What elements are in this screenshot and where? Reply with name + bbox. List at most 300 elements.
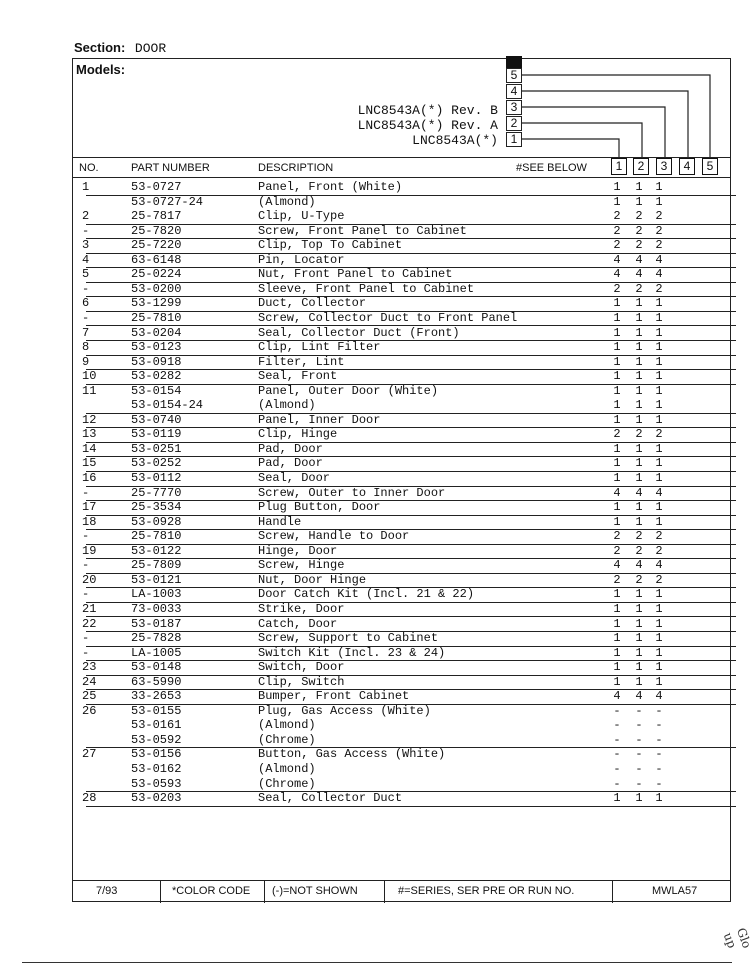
row-divider bbox=[86, 806, 736, 807]
row-part-number: 33-2653 bbox=[131, 689, 182, 704]
row-qty-3: 1 bbox=[655, 412, 663, 427]
row-qty-1: 2 bbox=[613, 427, 621, 442]
table-row bbox=[72, 617, 731, 632]
row-qty-3: 2 bbox=[655, 572, 663, 587]
row-qty-2: 2 bbox=[635, 572, 643, 587]
row-description: Seal, Front bbox=[258, 369, 338, 384]
row-qty-3: - bbox=[655, 747, 663, 762]
footer bbox=[72, 880, 731, 903]
table-row bbox=[72, 587, 731, 602]
footer-series-note: #=SERIES, SER PRE OR RUN NO. bbox=[398, 885, 575, 897]
row-qty-3: 1 bbox=[655, 310, 663, 325]
row-qty-3: 4 bbox=[655, 558, 663, 573]
row-part-number: 63-5990 bbox=[131, 674, 182, 689]
row-qty-2: - bbox=[635, 776, 643, 791]
row-description: Plug, Gas Access (White) bbox=[258, 703, 431, 718]
row-part-number: 53-0204 bbox=[131, 325, 182, 340]
table-row bbox=[72, 573, 731, 588]
row-qty-3: 1 bbox=[655, 398, 663, 413]
row-number: 12 bbox=[82, 412, 97, 427]
row-qty-3: 2 bbox=[655, 223, 663, 238]
row-description: Seal, Collector Duct (Front) bbox=[258, 325, 460, 340]
row-number: 18 bbox=[82, 514, 97, 529]
row-description: Screw, Hinge bbox=[258, 558, 345, 573]
row-qty-2: 2 bbox=[635, 281, 643, 296]
row-number: - bbox=[82, 223, 90, 238]
row-description: Panel, Inner Door bbox=[258, 412, 381, 427]
row-qty-2: 4 bbox=[635, 485, 643, 500]
table-row bbox=[72, 413, 731, 428]
model-line-rev-a: LNC8543A(*) Rev. A bbox=[357, 118, 498, 133]
row-description: Screw, Outer to Inner Door bbox=[258, 485, 446, 500]
row-qty-3: 1 bbox=[655, 194, 663, 209]
row-number: - bbox=[82, 281, 90, 296]
row-number: 23 bbox=[82, 660, 97, 675]
row-qty-2: 4 bbox=[635, 252, 643, 267]
row-qty-3: 2 bbox=[655, 543, 663, 558]
handwritten-signature: Glo up bbox=[720, 925, 755, 951]
row-number: 5 bbox=[82, 267, 90, 282]
row-description: Clip, Hinge bbox=[258, 427, 338, 442]
row-qty-1: 2 bbox=[613, 238, 621, 253]
table-row bbox=[72, 500, 731, 515]
row-qty-1: 2 bbox=[613, 223, 621, 238]
models-label: Models: bbox=[76, 62, 126, 77]
row-qty-2: 1 bbox=[635, 660, 643, 675]
row-qty-3: 1 bbox=[655, 674, 663, 689]
header-col-5: 5 bbox=[702, 158, 718, 175]
table-row bbox=[72, 471, 731, 486]
row-description: Plug Button, Door bbox=[258, 500, 381, 515]
row-qty-1: 1 bbox=[613, 514, 621, 529]
row-description: Screw, Collector Duct to Front Panel bbox=[258, 310, 518, 325]
row-description: Strike, Door bbox=[258, 601, 345, 616]
row-qty-3: 1 bbox=[655, 514, 663, 529]
series-ladder-5: 5 bbox=[506, 68, 522, 83]
table-row bbox=[72, 675, 731, 690]
row-qty-1: - bbox=[613, 776, 621, 791]
row-qty-3: 1 bbox=[655, 180, 663, 194]
row-qty-1: 1 bbox=[613, 180, 621, 194]
row-qty-3: 4 bbox=[655, 267, 663, 282]
row-description: (Almond) bbox=[258, 718, 316, 733]
row-qty-3: - bbox=[655, 718, 663, 733]
header-bottom-rule bbox=[72, 177, 731, 178]
row-qty-3: 1 bbox=[655, 383, 663, 398]
row-part-number: 25-3534 bbox=[131, 500, 182, 515]
row-qty-1: 1 bbox=[613, 383, 621, 398]
row-part-number: 53-0252 bbox=[131, 456, 182, 471]
row-description: Panel, Front (White) bbox=[258, 180, 403, 194]
row-part-number: 53-0156 bbox=[131, 747, 182, 762]
row-part-number: 25-7809 bbox=[131, 558, 182, 573]
row-number: 9 bbox=[82, 354, 90, 369]
row-description: Clip, Lint Filter bbox=[258, 340, 381, 355]
row-part-number: 53-0112 bbox=[131, 471, 182, 485]
row-qty-2: 4 bbox=[635, 689, 643, 704]
row-description: Sleeve, Front Panel to Cabinet bbox=[258, 281, 475, 296]
row-qty-2: 1 bbox=[635, 180, 643, 194]
row-qty-1: 1 bbox=[613, 645, 621, 660]
row-description: Panel, Outer Door (White) bbox=[258, 383, 439, 398]
footer-not-shown: (-)=NOT SHOWN bbox=[272, 885, 358, 897]
row-description: Seal, Collector Duct bbox=[258, 791, 403, 806]
table-row bbox=[72, 296, 731, 311]
row-qty-1: 1 bbox=[613, 500, 621, 515]
row-qty-3: 4 bbox=[655, 689, 663, 704]
row-description: Switch Kit (Incl. 23 & 24) bbox=[258, 645, 446, 660]
table-row bbox=[72, 326, 731, 341]
row-qty-1: 2 bbox=[613, 572, 621, 587]
row-part-number: 25-7828 bbox=[131, 631, 182, 646]
row-qty-2: 1 bbox=[635, 194, 643, 209]
row-qty-2: 1 bbox=[635, 674, 643, 689]
row-description: Clip, Switch bbox=[258, 674, 345, 689]
row-qty-3: 1 bbox=[655, 660, 663, 675]
table-row bbox=[72, 267, 731, 282]
row-part-number: 53-0282 bbox=[131, 369, 182, 384]
row-description: Hinge, Door bbox=[258, 543, 338, 558]
row-part-number: 53-0154 bbox=[131, 383, 182, 398]
row-qty-3: 1 bbox=[655, 441, 663, 456]
footer-divider-4 bbox=[612, 881, 613, 903]
row-part-number: 53-0918 bbox=[131, 354, 182, 369]
row-qty-1: 1 bbox=[613, 601, 621, 616]
table-row bbox=[72, 689, 731, 704]
table-row bbox=[72, 209, 731, 224]
row-qty-1: 1 bbox=[613, 660, 621, 675]
row-qty-1: 1 bbox=[613, 310, 621, 325]
row-number: 24 bbox=[82, 674, 97, 689]
model-line-base: LNC8543A(*) bbox=[412, 133, 498, 148]
row-qty-2: 1 bbox=[635, 616, 643, 631]
row-number: 15 bbox=[82, 456, 97, 471]
row-qty-1: - bbox=[613, 718, 621, 733]
row-qty-2: 1 bbox=[635, 514, 643, 529]
row-qty-2: 1 bbox=[635, 369, 643, 384]
header-see-below: #SEE BELOW bbox=[516, 162, 587, 174]
footer-code: MWLA57 bbox=[652, 885, 698, 897]
row-part-number: 25-7810 bbox=[131, 310, 182, 325]
row-number: 27 bbox=[82, 747, 97, 762]
model-line-rev-b: LNC8543A(*) Rev. B bbox=[357, 103, 498, 118]
row-number: 28 bbox=[82, 791, 97, 806]
table-row bbox=[72, 733, 731, 748]
header-col-1: 1 bbox=[611, 158, 627, 175]
row-qty-2: 4 bbox=[635, 558, 643, 573]
row-part-number: 25-7770 bbox=[131, 485, 182, 500]
table-row bbox=[72, 791, 731, 806]
row-description: Switch, Door bbox=[258, 660, 345, 675]
row-part-number: 53-0161 bbox=[131, 718, 182, 733]
row-qty-3: 1 bbox=[655, 456, 663, 471]
row-part-number: 53-0162 bbox=[131, 762, 182, 776]
row-part-number: 53-0122 bbox=[131, 543, 182, 558]
row-qty-2: 2 bbox=[635, 543, 643, 558]
row-part-number: 53-0123 bbox=[131, 340, 182, 355]
row-qty-2: 1 bbox=[635, 456, 643, 471]
row-qty-1: 1 bbox=[613, 340, 621, 355]
row-part-number: 53-0203 bbox=[131, 791, 182, 806]
row-qty-1: 1 bbox=[613, 674, 621, 689]
row-qty-2: 1 bbox=[635, 383, 643, 398]
row-description: Filter, Lint bbox=[258, 354, 345, 369]
row-qty-3: 2 bbox=[655, 209, 663, 224]
row-number: 16 bbox=[82, 471, 97, 485]
row-number: - bbox=[82, 587, 90, 602]
row-number: 10 bbox=[82, 369, 97, 384]
row-number: 3 bbox=[82, 238, 90, 253]
row-description: Pad, Door bbox=[258, 441, 323, 456]
row-qty-3: 1 bbox=[655, 616, 663, 631]
table-row bbox=[72, 704, 731, 719]
row-part-number: 53-0928 bbox=[131, 514, 182, 529]
row-number: 14 bbox=[82, 441, 97, 456]
row-part-number: 25-0224 bbox=[131, 267, 182, 282]
table-row bbox=[72, 602, 731, 617]
row-qty-3: 4 bbox=[655, 485, 663, 500]
row-number: 25 bbox=[82, 689, 97, 704]
footer-date: 7/93 bbox=[96, 885, 118, 897]
row-part-number: 25-7817 bbox=[131, 209, 182, 224]
row-description: (Almond) bbox=[258, 398, 316, 413]
row-qty-3: 2 bbox=[655, 529, 663, 544]
row-number: 2 bbox=[82, 209, 90, 224]
row-part-number: 53-0727-24 bbox=[131, 194, 204, 209]
row-qty-1: - bbox=[613, 762, 621, 776]
row-qty-2: 1 bbox=[635, 645, 643, 660]
row-qty-2: 2 bbox=[635, 209, 643, 224]
row-description: Screw, Front Panel to Cabinet bbox=[258, 223, 467, 238]
table-row bbox=[72, 224, 731, 239]
table-row bbox=[72, 340, 731, 355]
table-row bbox=[72, 180, 731, 195]
row-qty-1: - bbox=[613, 732, 621, 747]
row-qty-1: 4 bbox=[613, 267, 621, 282]
row-qty-3: 1 bbox=[655, 631, 663, 646]
row-qty-1: 1 bbox=[613, 194, 621, 209]
table-row bbox=[72, 253, 731, 268]
row-qty-3: - bbox=[655, 703, 663, 718]
row-description: Pin, Locator bbox=[258, 252, 345, 267]
row-description: Nut, Door Hinge bbox=[258, 572, 367, 587]
row-part-number: 53-0119 bbox=[131, 427, 182, 442]
row-qty-3: 2 bbox=[655, 427, 663, 442]
row-number: - bbox=[82, 631, 90, 646]
row-qty-1: - bbox=[613, 703, 621, 718]
row-qty-1: 1 bbox=[613, 587, 621, 602]
table-row bbox=[72, 427, 731, 442]
row-qty-2: 1 bbox=[635, 340, 643, 355]
row-qty-1: 1 bbox=[613, 369, 621, 384]
row-qty-2: 1 bbox=[635, 471, 643, 485]
table-row bbox=[72, 718, 731, 733]
row-description: (Almond) bbox=[258, 194, 316, 209]
section-value: DOOR bbox=[134, 41, 167, 56]
row-qty-2: - bbox=[635, 747, 643, 762]
row-qty-2: 1 bbox=[635, 631, 643, 646]
table-row bbox=[72, 660, 731, 675]
series-connector-lines bbox=[0, 0, 750, 180]
row-qty-3: 4 bbox=[655, 252, 663, 267]
row-qty-3: 1 bbox=[655, 500, 663, 515]
row-qty-2: 1 bbox=[635, 398, 643, 413]
page-bottom-rule bbox=[22, 962, 732, 963]
table-row bbox=[72, 456, 731, 471]
series-ladder-2: 2 bbox=[506, 116, 522, 131]
row-description: Clip, U-Type bbox=[258, 209, 345, 224]
row-qty-3: 1 bbox=[655, 354, 663, 369]
row-qty-3: 1 bbox=[655, 791, 663, 806]
row-qty-2: 4 bbox=[635, 267, 643, 282]
row-number: - bbox=[82, 485, 90, 500]
series-ladder-1: 1 bbox=[506, 132, 522, 147]
row-number: 4 bbox=[82, 252, 90, 267]
table-row bbox=[72, 384, 731, 399]
row-qty-1: 1 bbox=[613, 354, 621, 369]
header-part-number: PART NUMBER bbox=[131, 162, 210, 174]
table-row bbox=[72, 544, 731, 559]
row-part-number: 53-0155 bbox=[131, 703, 182, 718]
row-qty-3: - bbox=[655, 776, 663, 791]
row-qty-3: 1 bbox=[655, 587, 663, 602]
row-part-number: LA-1005 bbox=[131, 645, 182, 660]
row-description: (Chrome) bbox=[258, 776, 316, 791]
table-row bbox=[72, 442, 731, 457]
row-description: (Almond) bbox=[258, 762, 316, 776]
row-description: Handle bbox=[258, 514, 302, 529]
row-qty-2: 1 bbox=[635, 601, 643, 616]
row-description: (Chrome) bbox=[258, 732, 316, 747]
table-row bbox=[72, 238, 731, 253]
row-part-number: 73-0033 bbox=[131, 601, 182, 616]
row-part-number: 53-0154-24 bbox=[131, 398, 204, 413]
row-number: 1 bbox=[82, 180, 90, 194]
table-row bbox=[72, 777, 731, 792]
row-qty-1: 1 bbox=[613, 471, 621, 485]
row-qty-1: 1 bbox=[613, 441, 621, 456]
footer-divider-3 bbox=[384, 881, 385, 903]
row-qty-3: 1 bbox=[655, 601, 663, 616]
series-ladder-4: 4 bbox=[506, 84, 522, 99]
table-row bbox=[72, 762, 731, 777]
table-row bbox=[72, 398, 731, 413]
row-qty-1: 1 bbox=[613, 325, 621, 340]
row-part-number: 53-0200 bbox=[131, 281, 182, 296]
row-qty-1: 2 bbox=[613, 543, 621, 558]
row-number: - bbox=[82, 310, 90, 325]
table-row bbox=[72, 311, 731, 326]
row-number: 19 bbox=[82, 543, 97, 558]
row-qty-3: 1 bbox=[655, 369, 663, 384]
row-qty-2: 1 bbox=[635, 587, 643, 602]
row-description: Bumper, Front Cabinet bbox=[258, 689, 410, 704]
footer-divider-1 bbox=[160, 881, 161, 903]
header-col-4: 4 bbox=[679, 158, 695, 175]
row-description: Clip, Top To Cabinet bbox=[258, 238, 403, 253]
row-part-number: 53-1299 bbox=[131, 296, 182, 311]
row-qty-3: 2 bbox=[655, 281, 663, 296]
row-qty-1: 2 bbox=[613, 281, 621, 296]
row-qty-1: 4 bbox=[613, 689, 621, 704]
row-description: Screw, Support to Cabinet bbox=[258, 631, 439, 646]
row-part-number: 53-0251 bbox=[131, 441, 182, 456]
row-part-number: 53-0727 bbox=[131, 180, 182, 194]
row-number: 13 bbox=[82, 427, 97, 442]
row-qty-2: 1 bbox=[635, 354, 643, 369]
row-qty-1: - bbox=[613, 747, 621, 762]
row-number: 11 bbox=[82, 383, 97, 398]
header-col-2: 2 bbox=[633, 158, 649, 175]
row-part-number: 63-6148 bbox=[131, 252, 182, 267]
header-description: DESCRIPTION bbox=[258, 162, 334, 174]
series-ladder-3: 3 bbox=[506, 100, 522, 115]
table-row bbox=[72, 646, 731, 661]
row-qty-2: 1 bbox=[635, 296, 643, 311]
row-qty-1: 4 bbox=[613, 558, 621, 573]
row-qty-2: - bbox=[635, 762, 643, 776]
row-qty-2: 1 bbox=[635, 412, 643, 427]
row-description: Pad, Door bbox=[258, 456, 323, 471]
row-qty-3: - bbox=[655, 762, 663, 776]
row-description: Button, Gas Access (White) bbox=[258, 747, 446, 762]
footer-divider-2 bbox=[264, 881, 265, 903]
row-qty-1: 1 bbox=[613, 631, 621, 646]
row-qty-1: 1 bbox=[613, 616, 621, 631]
row-number: 20 bbox=[82, 572, 97, 587]
row-description: Seal, Door bbox=[258, 471, 331, 485]
row-part-number: 25-7810 bbox=[131, 529, 182, 544]
row-number: - bbox=[82, 529, 90, 544]
table-row bbox=[72, 486, 731, 501]
row-part-number: 53-0121 bbox=[131, 572, 182, 587]
row-qty-2: 2 bbox=[635, 529, 643, 544]
row-part-number: 53-0592 bbox=[131, 732, 182, 747]
row-part-number: 25-7220 bbox=[131, 238, 182, 253]
row-qty-3: 1 bbox=[655, 471, 663, 485]
row-qty-2: 1 bbox=[635, 310, 643, 325]
table-row bbox=[72, 515, 731, 530]
row-qty-1: 1 bbox=[613, 791, 621, 806]
table-row bbox=[72, 747, 731, 762]
table-row bbox=[72, 558, 731, 573]
row-description: Door Catch Kit (Incl. 21 & 22) bbox=[258, 587, 475, 602]
row-qty-3: - bbox=[655, 732, 663, 747]
row-part-number: 25-7820 bbox=[131, 223, 182, 238]
row-number: 17 bbox=[82, 500, 97, 515]
header-no: NO. bbox=[79, 162, 99, 174]
row-description: Screw, Handle to Door bbox=[258, 529, 410, 544]
row-number: 7 bbox=[82, 325, 90, 340]
section-label: Section: bbox=[74, 40, 126, 55]
row-number: - bbox=[82, 645, 90, 660]
table-row bbox=[72, 369, 731, 384]
row-qty-1: 4 bbox=[613, 485, 621, 500]
header-col-3: 3 bbox=[656, 158, 672, 175]
row-qty-2: 2 bbox=[635, 238, 643, 253]
row-qty-2: 1 bbox=[635, 441, 643, 456]
table-row bbox=[72, 631, 731, 646]
row-number: 6 bbox=[82, 296, 90, 311]
row-qty-2: - bbox=[635, 718, 643, 733]
row-number: 8 bbox=[82, 340, 90, 355]
row-number: 26 bbox=[82, 703, 97, 718]
row-qty-3: 1 bbox=[655, 296, 663, 311]
footer-color-code: *COLOR CODE bbox=[172, 885, 251, 897]
row-qty-2: - bbox=[635, 732, 643, 747]
row-qty-2: 1 bbox=[635, 500, 643, 515]
row-part-number: 53-0740 bbox=[131, 412, 182, 427]
